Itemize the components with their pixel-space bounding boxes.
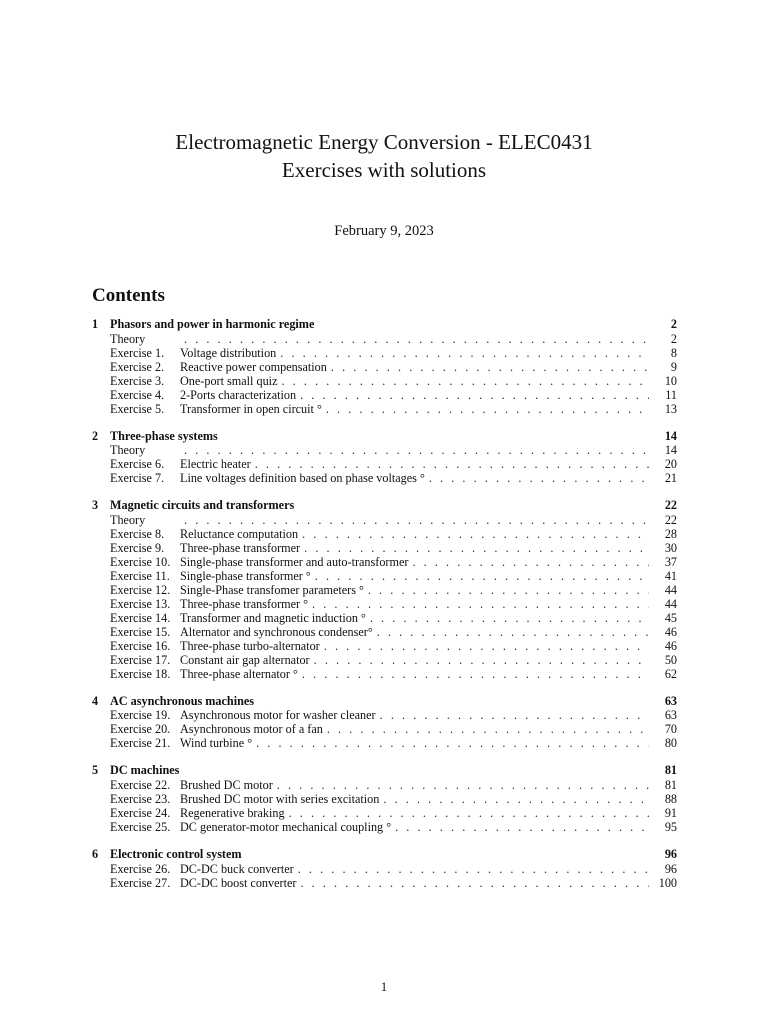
- entry-title: Regenerative braking: [180, 805, 285, 820]
- entry-page: 62: [664, 666, 677, 681]
- entry-page: 2: [670, 331, 677, 346]
- entry-page: 44: [664, 596, 677, 611]
- dot-leader: [300, 876, 649, 891]
- entry-page: 37: [664, 554, 677, 569]
- toc-entry[interactable]: [92, 374, 677, 388]
- title-line-1: Electromagnetic Energy Conversion - ELEC0431: [175, 130, 593, 154]
- dot-leader: [380, 708, 649, 723]
- dot-leader: [277, 778, 649, 793]
- dot-leader: [395, 820, 649, 835]
- dot-leader: [383, 792, 649, 807]
- entry-title: Single-phase transformer and auto-transformer: [180, 554, 409, 569]
- dot-leader: [327, 722, 649, 737]
- dot-leader: [255, 457, 649, 472]
- toc-entry[interactable]: [92, 457, 677, 471]
- entry-title: Three-phase transformer: [180, 540, 301, 555]
- entry-title: Electric heater: [180, 457, 251, 472]
- entry-title: Brushed DC motor: [180, 777, 273, 792]
- entry-page: 46: [664, 624, 677, 639]
- entry-label: Exercise 13.: [110, 596, 171, 611]
- entry-label: Exercise 16.: [110, 638, 171, 653]
- entry-label: Exercise 25.: [110, 819, 171, 834]
- toc-entry[interactable]: [92, 876, 677, 890]
- section-number: 4: [92, 693, 99, 708]
- entry-label: Theory: [110, 512, 146, 527]
- dot-leader: [331, 360, 649, 375]
- dot-leader: [370, 611, 649, 626]
- dot-leader: [281, 374, 649, 389]
- section-page: 63: [664, 693, 677, 708]
- toc-section: [92, 317, 677, 416]
- contents-heading: Contents: [92, 285, 165, 306]
- entry-label: Exercise 10.: [110, 554, 171, 569]
- section-title: Three-phase systems: [110, 428, 218, 443]
- toc-entry[interactable]: [92, 597, 677, 611]
- entry-page: 63: [664, 708, 677, 723]
- entry-page: 20: [664, 457, 677, 472]
- toc-entry[interactable]: [92, 653, 677, 667]
- dot-leader: [302, 527, 649, 542]
- entry-title: One-port small quiz: [180, 373, 278, 388]
- section-title: DC machines: [110, 763, 180, 778]
- toc-entry[interactable]: [92, 513, 677, 527]
- entry-page: 45: [664, 610, 677, 625]
- entry-title: Alternator and synchronous condenser°: [180, 624, 373, 639]
- entry-page: 96: [664, 861, 677, 876]
- entry-label: Exercise 8.: [110, 526, 165, 541]
- document-title: [0, 128, 768, 184]
- entry-title: Single-phase transformer °: [180, 568, 311, 583]
- toc-section-heading[interactable]: [92, 498, 677, 513]
- entry-title: Asynchronous motor of a fan: [180, 722, 323, 737]
- entry-page: 95: [664, 819, 677, 834]
- toc-entry[interactable]: [92, 569, 677, 583]
- entry-page: 13: [664, 401, 677, 416]
- page-number: 1: [380, 980, 388, 994]
- entry-page: 88: [664, 791, 677, 806]
- toc-entry[interactable]: [92, 722, 677, 736]
- toc-section: [92, 694, 677, 751]
- entry-title: Asynchronous motor for washer cleaner: [180, 708, 376, 723]
- entry-label: Exercise 24.: [110, 805, 171, 820]
- entry-label: Exercise 2.: [110, 359, 165, 374]
- entry-label: Exercise 6.: [110, 457, 165, 472]
- entry-title: Three-phase alternator °: [180, 666, 298, 681]
- entry-title: Line voltages definition based on phase voltages °: [180, 471, 425, 486]
- toc-entry[interactable]: [92, 583, 677, 597]
- entry-label: Exercise 14.: [110, 610, 171, 625]
- toc-section-heading[interactable]: [92, 317, 677, 332]
- toc-section-heading[interactable]: [92, 429, 677, 444]
- entry-page: 10: [664, 373, 677, 388]
- toc-entry[interactable]: [92, 471, 677, 485]
- entry-title: Transformer and magnetic induction °: [180, 610, 366, 625]
- dot-leader: [429, 471, 649, 486]
- toc-section: [92, 847, 677, 890]
- entry-page: 9: [670, 359, 677, 374]
- entry-label: Exercise 20.: [110, 722, 171, 737]
- toc-section: [92, 498, 677, 681]
- dot-leader: [326, 402, 649, 417]
- entry-page: 46: [664, 638, 677, 653]
- entry-page: 21: [664, 471, 677, 486]
- document-date: February 9, 2023: [334, 223, 434, 239]
- dot-leader: [324, 639, 649, 654]
- entry-title: Brushed DC motor with series excitation: [180, 791, 380, 806]
- entry-label: Exercise 27.: [110, 875, 171, 890]
- entry-label: Exercise 23.: [110, 791, 171, 806]
- dot-leader: [298, 862, 649, 877]
- entry-page: 41: [664, 568, 677, 583]
- entry-label: Exercise 3.: [110, 373, 165, 388]
- entry-label: Exercise 19.: [110, 708, 171, 723]
- title-line-2: Exercises with solutions: [281, 158, 487, 182]
- toc-entry[interactable]: [92, 736, 677, 750]
- entry-title: Voltage distribution: [180, 345, 277, 360]
- entry-page: 80: [664, 736, 677, 751]
- toc-section-heading[interactable]: [92, 847, 677, 862]
- entry-title: DC-DC buck converter: [180, 861, 294, 876]
- entry-page: 70: [664, 722, 677, 737]
- section-number: 1: [92, 317, 99, 331]
- dot-leader: [368, 583, 649, 598]
- entry-page: 11: [665, 387, 677, 402]
- entry-page: 44: [664, 582, 677, 597]
- entry-title: DC-DC boost converter: [180, 875, 297, 890]
- section-number: 5: [92, 763, 99, 778]
- entry-label: Exercise 18.: [110, 666, 171, 681]
- section-page: 14: [664, 428, 677, 443]
- toc-section: [92, 763, 677, 834]
- entry-title: 2-Ports characterization: [180, 387, 297, 402]
- entry-label: Exercise 4.: [110, 387, 165, 402]
- section-page: 22: [664, 498, 677, 513]
- dot-leader: [289, 806, 649, 821]
- dot-leader: [315, 569, 649, 584]
- toc-entry[interactable]: [92, 443, 677, 457]
- section-page: 81: [664, 763, 677, 778]
- toc-entry[interactable]: [92, 541, 677, 555]
- toc-entry[interactable]: [92, 792, 677, 806]
- toc-entry[interactable]: [92, 611, 677, 625]
- entry-title: Transformer in open circuit °: [180, 401, 322, 416]
- entry-page: 91: [664, 805, 677, 820]
- dot-leader: [377, 625, 649, 640]
- entry-page: 30: [664, 540, 677, 555]
- entry-label: Exercise 21.: [110, 736, 171, 751]
- toc-section: [92, 429, 677, 486]
- entry-label: Theory: [110, 331, 146, 346]
- toc-entry[interactable]: [92, 527, 677, 541]
- entry-page: 22: [664, 512, 677, 527]
- dot-leader: [304, 541, 649, 556]
- dot-leader: [184, 513, 649, 528]
- toc-entry[interactable]: [92, 806, 677, 820]
- entry-label: Exercise 1.: [110, 345, 165, 360]
- section-number: 2: [92, 428, 99, 443]
- entry-page: 28: [664, 526, 677, 541]
- toc-entry[interactable]: [92, 778, 677, 792]
- entry-title: Single-Phase transfomer parameters °: [180, 582, 364, 597]
- entry-page: 100: [658, 875, 677, 890]
- section-page: 2: [670, 317, 677, 331]
- dot-leader: [312, 597, 649, 612]
- entry-label: Exercise 11.: [110, 568, 170, 583]
- dot-leader: [302, 667, 649, 682]
- section-number: 6: [92, 846, 99, 861]
- toc-entry[interactable]: [92, 708, 677, 722]
- section-number: 3: [92, 498, 99, 513]
- toc-entry[interactable]: [92, 332, 677, 346]
- entry-page: 14: [664, 443, 677, 458]
- section-title: Phasors and power in harmonic regime: [110, 317, 315, 331]
- section-title: Magnetic circuits and transformers: [110, 498, 295, 513]
- toc-entry[interactable]: [92, 862, 677, 876]
- section-page: 96: [664, 846, 677, 861]
- entry-label: Exercise 5.: [110, 401, 165, 416]
- entry-label: Exercise 17.: [110, 652, 171, 667]
- entry-title: Constant air gap alternator: [180, 652, 310, 667]
- toc-entry[interactable]: [92, 360, 677, 374]
- toc-entry[interactable]: [92, 639, 677, 653]
- toc-entry[interactable]: [92, 667, 677, 681]
- entry-label: Exercise 26.: [110, 861, 171, 876]
- toc-entry[interactable]: [92, 625, 677, 639]
- toc-entry[interactable]: [92, 555, 677, 569]
- section-title: Electronic control system: [110, 846, 242, 861]
- entry-label: Exercise 12.: [110, 582, 171, 597]
- entry-label: Exercise 15.: [110, 624, 171, 639]
- entry-page: 81: [664, 777, 677, 792]
- toc-section-heading[interactable]: [92, 694, 677, 709]
- entry-title: Three-phase transformer °: [180, 596, 309, 611]
- entry-page: 50: [664, 652, 677, 667]
- toc-entry[interactable]: [92, 820, 677, 834]
- section-title: AC asynchronous machines: [110, 693, 255, 708]
- toc-entry[interactable]: [92, 388, 677, 402]
- entry-label: Theory: [110, 443, 146, 458]
- dot-leader: [256, 736, 649, 751]
- entry-label: Exercise 9.: [110, 540, 165, 555]
- entry-title: DC generator-motor mechanical coupling °: [180, 819, 392, 834]
- table-of-contents: [92, 317, 677, 903]
- dot-leader: [314, 653, 649, 668]
- entry-title: Wind turbine °: [180, 736, 253, 751]
- entry-label: Exercise 7.: [110, 471, 165, 486]
- entry-title: Three-phase turbo-alternator: [180, 638, 320, 653]
- dot-leader: [184, 332, 649, 347]
- toc-section-heading[interactable]: [92, 763, 677, 778]
- dot-leader: [280, 346, 649, 361]
- entry-label: Exercise 22.: [110, 777, 171, 792]
- toc-entry[interactable]: [92, 346, 677, 360]
- dot-leader: [184, 443, 649, 458]
- dot-leader: [300, 388, 649, 403]
- toc-entry[interactable]: [92, 402, 677, 416]
- entry-title: Reactive power compensation: [180, 359, 327, 374]
- dot-leader: [412, 555, 649, 570]
- entry-title: Reluctance computation: [180, 526, 299, 541]
- entry-page: 8: [670, 345, 677, 360]
